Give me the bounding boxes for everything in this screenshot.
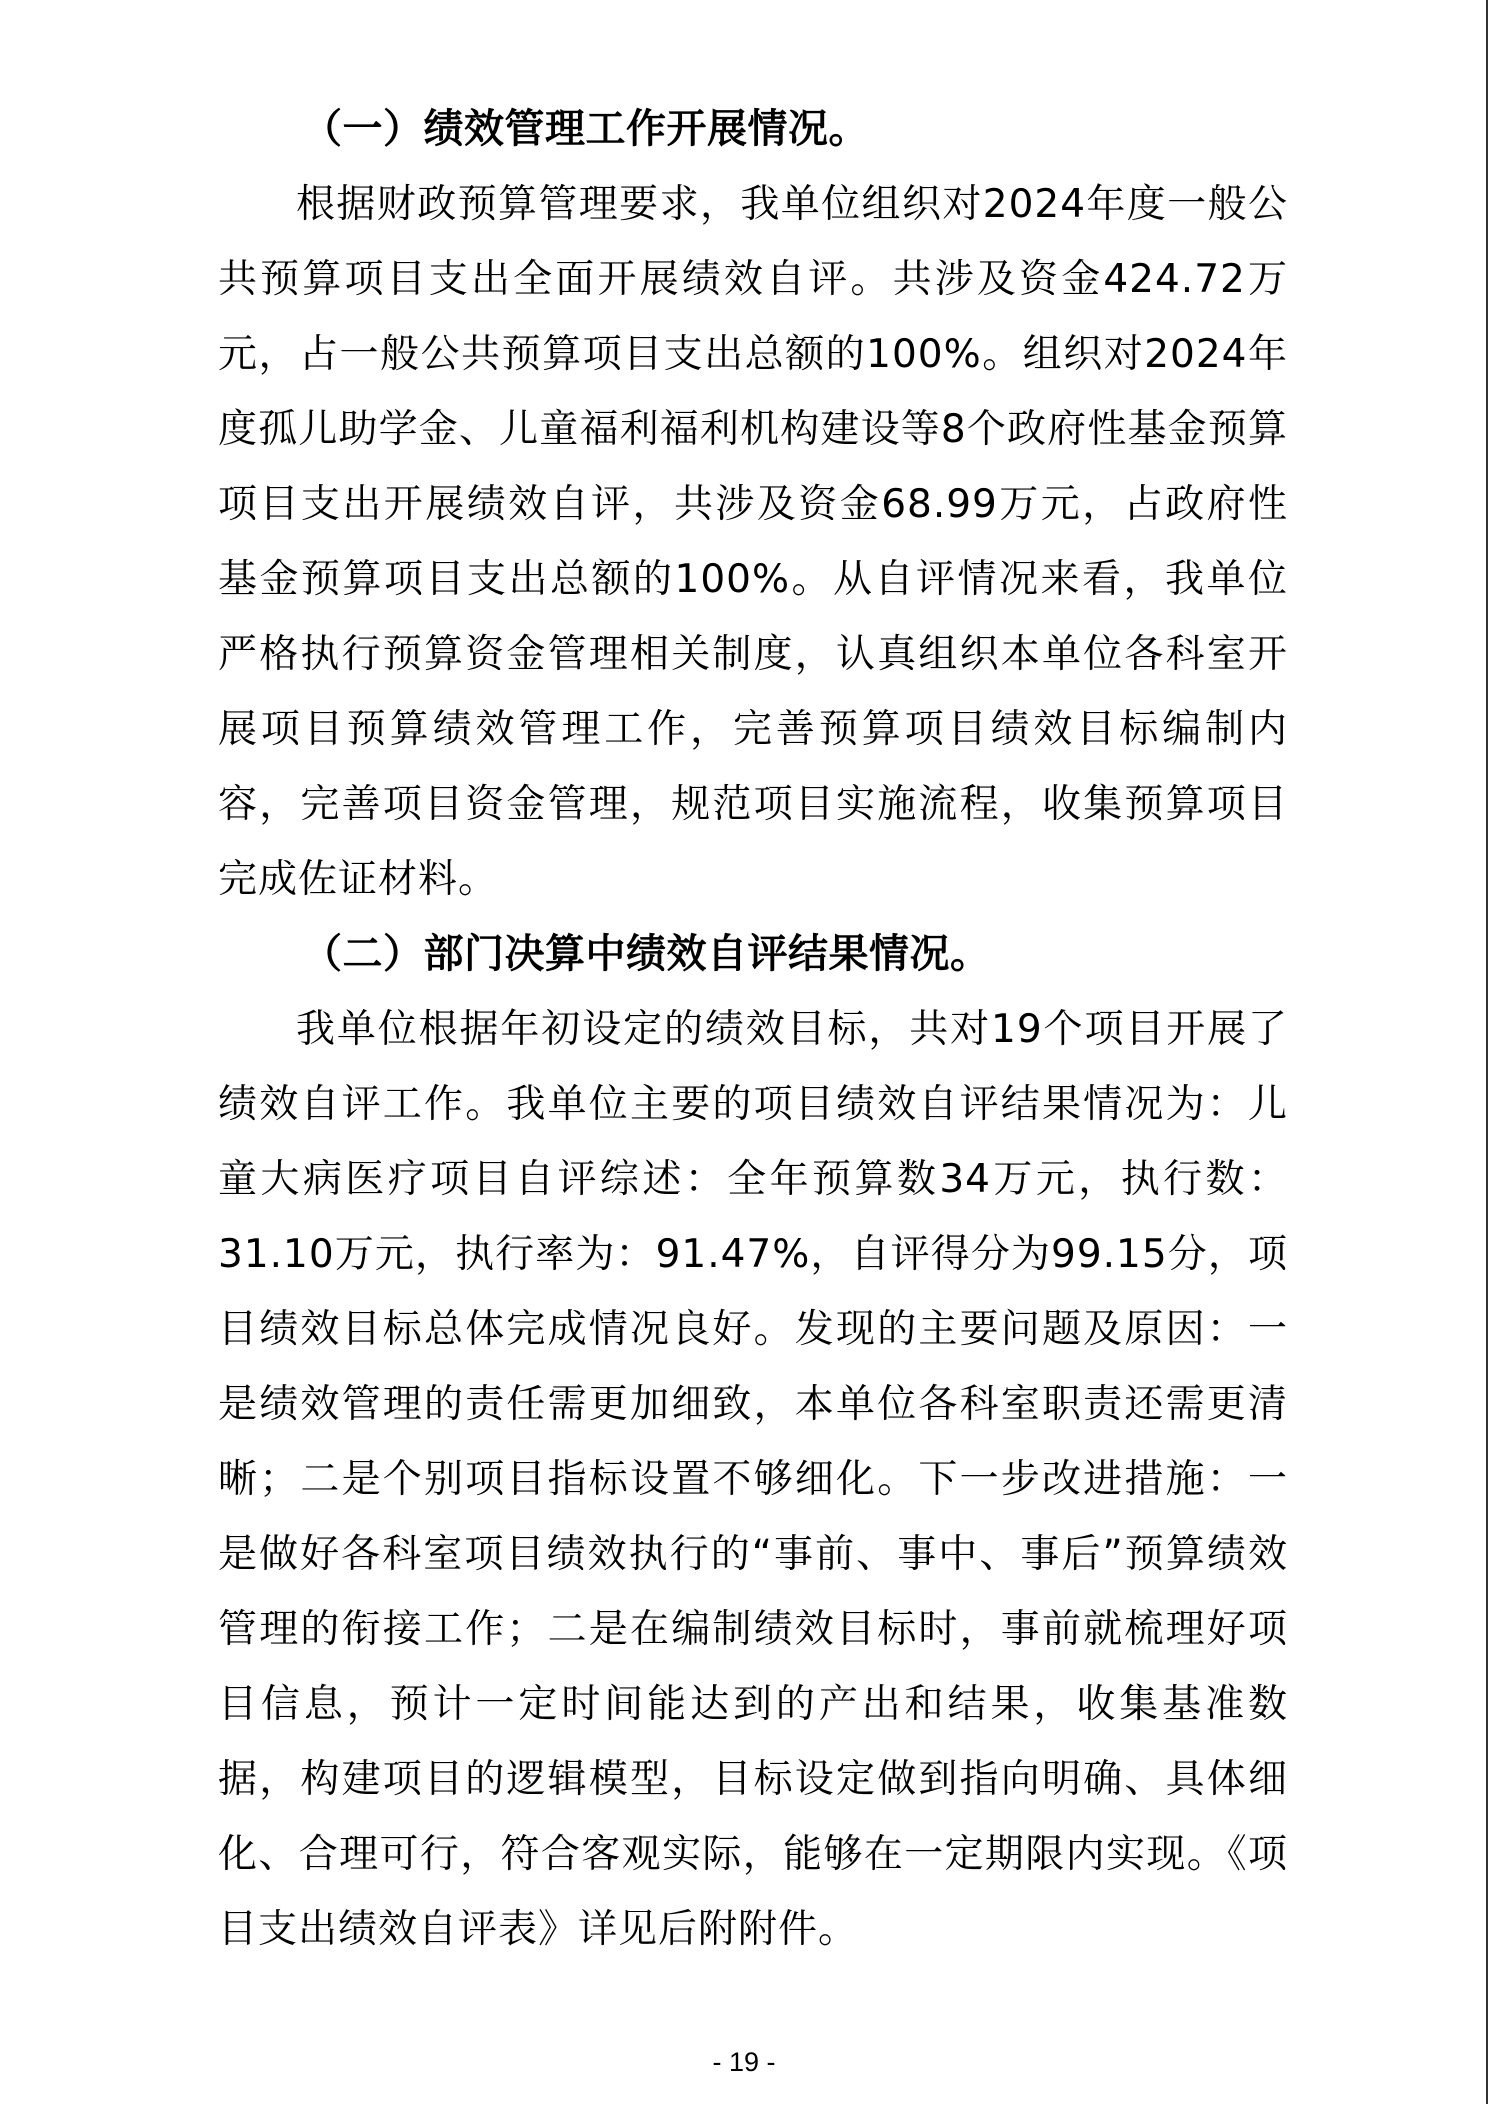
page-number: - 19 -: [712, 2047, 776, 2077]
section-paragraph-1: 根据财政预算管理要求，我单位组织对2024年度一般公共预算项目支出全面开展绩效自评。共涉及资金424.72万元，占一般公共预算项目支出总额的100%。组织对2024年度孤儿助学金、儿童福利福利机构建设等8个政府性基金预算项目支出开展绩效自评，共涉及资金68.99万元，占政府性基金预算项目支出总额的100%。从自评情况来看，我单位严格执行预算资金管理相关制度，认真组织本单位各科室开展项目预算绩效管理工作，完善预算项目绩效目标编制内容，完善项目资金管理，规范项目实施流程，收集预算项目完成佐证材料。: [218, 182, 1288, 902]
section-heading-1: （一）绩效管理工作开展情况。: [302, 106, 869, 152]
section-paragraph-2: 我单位根据年初设定的绩效目标，共对19个项目开展了绩效自评工作。我单位主要的项目绩效自评结果情况为：儿童大病医疗项目自评综述：全年预算数34万元，执行数：31.10万元，执行率为：91.47%，自评得分为99.15分，项目绩效目标总体完成情况良好。发现的主要问题及原因：一是绩效管理的责任需更加细致，本单位各科室职责还需更清晰；二是个别项目指标设置不够细化。下一步改进措施：一是做好各科室项目绩效执行的“事前、事中、事后”预算绩效管理的衔接工作；二是在编制绩效目标时，事前就梳理好项目信息，预计一定时间能达到的产出和结果，收集基准数据，构建项目的逻辑模型，目标设定做到指向明确、具体细化、合理可行，符合客观实际，能够在一定期限内实现。《项目支出绩效自评表》详见后附附件。: [218, 1007, 1288, 1952]
document-body: [218, 92, 1288, 1967]
section-heading-2: （二）部门决算中绩效自评结果情况。: [302, 931, 991, 977]
